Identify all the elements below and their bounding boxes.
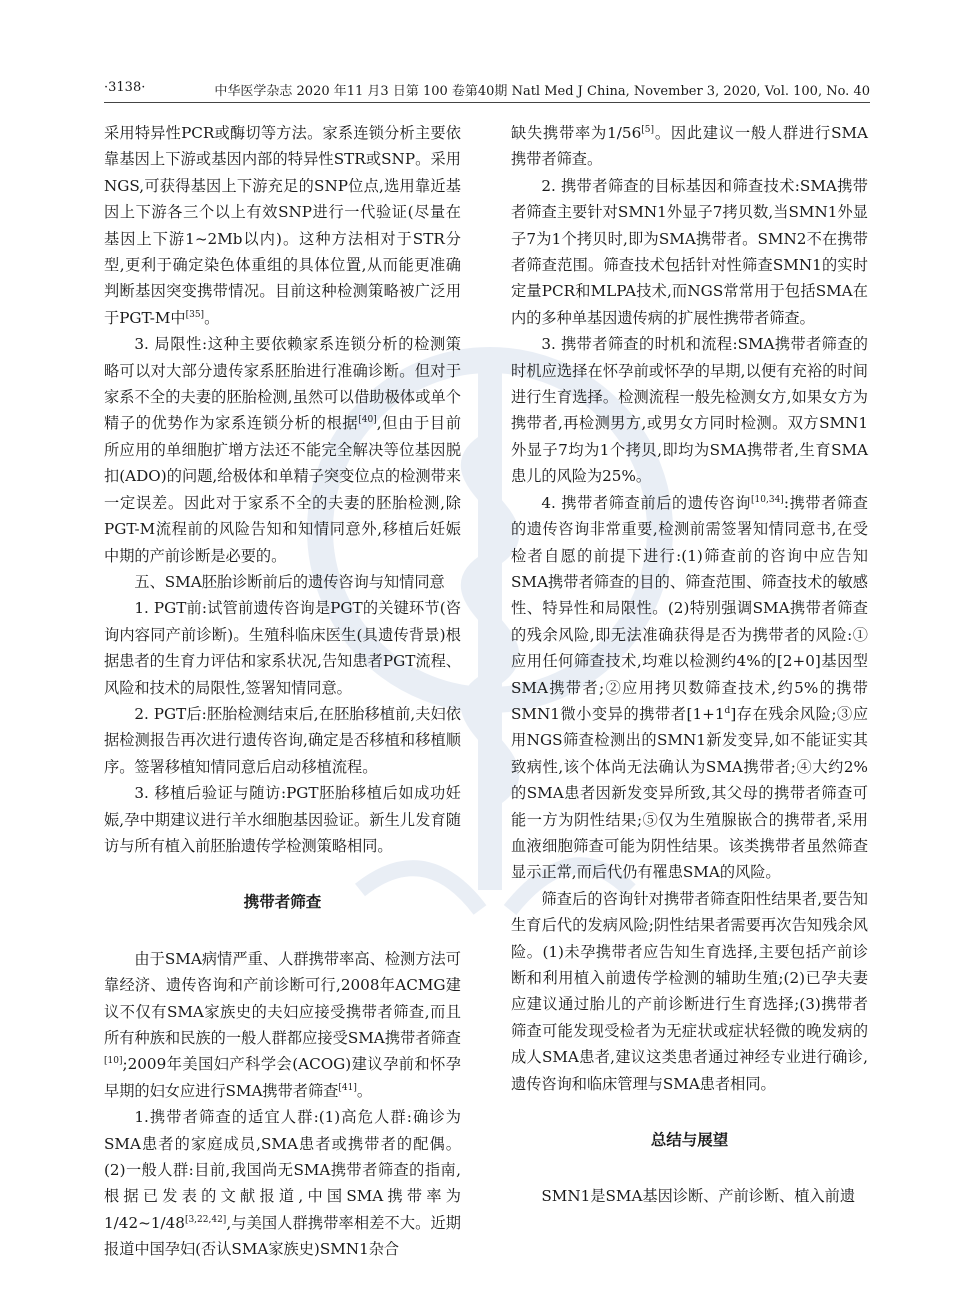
- paragraph: 2. PGT后:胚胎检测结束后,在胚胎移植前,夫妇依据检测报告再次进行遗传咨询,确定是否移植和移植顺序。签署移植知情同意后启动移植流程。: [104, 704, 461, 776]
- citation: [5]: [641, 125, 654, 135]
- paragraph: 筛查后的咨询针对携带者筛查阳性结果者,要告知生育后代的发病风险;阴性结果者需要再次告知残余风险。(1)未孕携带者应告知生育选择,主要包括产前诊断和利用植入前遗传学检测的辅助生殖;(2)已孕夫妻应建议通过胎儿的产前诊断进行生育选择;(3)携带者筛查可能发现受检者为无症状或症状轻微的晚发病的成人SMA患者,建议这类患者通过神经专业进行确诊,遗传咨询和临床管理与SMA患者相同。: [511, 889, 868, 1093]
- section-heading: 总结与展望: [650, 1131, 729, 1150]
- citation: [41]: [338, 1082, 357, 1093]
- section-subtitle: 五、SMA胚胎诊断前后的遗传咨询与知情同意: [134, 572, 445, 591]
- paragraph: 3. 移植后验证与随访:PGT胚胎移植后如成功妊娠,孕中期建议进行羊水细胞基因验证。新生儿发育随访与所有植入前胚胎遗传学检测策略相同。: [104, 784, 461, 855]
- paragraph: SMN1是SMA基因诊断、产前诊断、植入前遗: [541, 1187, 856, 1206]
- paragraph: 缺失携带率为1/56[5]。因此建议一般人群进行SMA携带者筛查。: [511, 124, 868, 169]
- citation: [3,22,42]: [184, 1214, 227, 1225]
- citation: [10]: [104, 1056, 123, 1067]
- left-column: [104, 120, 461, 1263]
- page-number: ·3138·: [104, 80, 146, 95]
- citation: [40]: [358, 415, 377, 426]
- paragraph: 3. 携带者筛查的时机和流程:SMA携带者筛查的时机应选择在怀孕前或怀孕的早期,以便有充裕的时间进行生育选择。检测流程一般先检测女方,如果女方为携带者,再检测男方,或男女方同时检测。双方SMN1外显子7均为1个拷贝,即均为SMA携带者,生育SMA患儿的风险为25%。: [511, 335, 868, 486]
- running-header: [104, 80, 870, 103]
- paragraph: 1.携带者筛查的适宜人群:(1)高危人群:确诊为SMA患者的家庭成员,SMA患者或携带者的配偶。(2)一般人群:目前,我国尚无SMA携带者筛查的指南,根据已发表的文献报道,中国SMA携带率为1/42~1/48[3,22,42],与美国人群携带率相差不大。近期报道中国孕妇(否认SMA家族史)SMN1杂合: [104, 1108, 461, 1259]
- paragraph: 采用特异性PCR或酶切等方法。家系连锁分析主要依靠基因上下游或基因内部的特异性STR或SNP。采用NGS,可获得基因上下游充足的SNP位点,选用靠近基因上下游各三个以上有效SNP进行一代验证(尽量在基因上下游1~2Mb以内)。这种方法相对于STR分型,更利于确定染色体重组的具体位置,从而能更准确判断基因突变携带情况。目前这种检测策略被广泛用于PGT-M中[35]。: [104, 124, 461, 327]
- citation: [10,34]: [751, 494, 784, 505]
- paragraph: 1. PGT前:试管前遗传咨询是PGT的关键环节(咨询内容同产前诊断)。生殖科临床医生(具遗传背景)根据患者的生育力评估和家系状况,告知患者PGT流程、风险和技术的局限性,签署知情同意。: [104, 599, 461, 697]
- paragraph: 由于SMA病情严重、人群携带率高、检测方法可靠经济、遗传咨询和产前诊断可行,2008年ACMG建议不仅有SMA家族史的夫妇应接受携带者筛查,而且所有种族和民族的一般人群都应接受SMA携带者筛查[10];2009年美国妇产科学会(ACOG)建议孕前和怀孕早期的妇女应进行SMA携带者筛查[41]。: [104, 949, 461, 1100]
- section-heading: 携带者筛查: [243, 893, 322, 912]
- journal-citation: 中华医学杂志 2020 年11 月3 日第 100 卷第40期 Natl Med J China, November 3, 2020, Vol. 100, No. 40: [214, 84, 870, 99]
- right-column: [511, 120, 868, 1210]
- citation: [35]: [185, 309, 205, 320]
- paragraph: 4. 携带者筛查前后的遗传咨询[10,34]:携带者筛查的遗传咨询非常重要,检测前需签署知情同意书,在受检者自愿的前提下进行:(1)筛查前的咨询中应告知SMA携带者筛查的目的、筛查范围、筛查技术的敏感性、特异性和局限性。(2)特别强调SMA携带者筛查的残余风险,即无法准确获得是否为携带者的风险:① 应用任何筛查技术,均难以检测约4%的[2+0]基因型SMA携带者;②应用拷贝数筛查技术,约5%的携带SMN1微小变异的携带者$[1+1^d]$存在残余风险;③应用NGS筛查检测出的SMN1新发变异,如不能证实其致病性,该个体尚无法确认为SMA携带者;④大约2%的SMA患者因新发变异所致,其父母的携带者筛查可能一方为阴性结果;⑤仅为生殖腺嵌合的携带者,采用血液细胞筛查可能为阴性结果。该类携带者虽然筛查显示正常,而后代仍有罹患SMA的风险。: [511, 493, 869, 882]
- paragraph: 3. 局限性:这种主要依赖家系连锁分析的检测策略可以对大部分遗传家系胚胎进行准确诊断。但对于家系不全的夫妻的胚胎检测,虽然可以借助极体或单个精子的优势作为家系连锁分析的根据[40],但由于目前所应用的单细胞扩增方法还不能完全解决等位基因脱扣(ADO)的问题,给极体和单精子突变位点的检测带来一定误差。因此对于家系不全的夫妻的胚胎检测,除PGT-M流程前的风险告知和知情同意外,移植后妊娠中期的产前诊断是必要的。: [104, 335, 462, 565]
- superscript: d: [724, 705, 731, 716]
- paragraph: 2. 携带者筛查的目标基因和筛查技术:SMA携带者筛查主要针对SMN1外显子7拷贝数,当SMN1外显子7为1个拷贝时,即为SMA携带者。SMN2不在携带者筛查范围。筛查技术包括针对性筛查SMN1的实时定量PCR和MLPA技术,而NGS常常用于包括SMA在内的多种单基因遗传病的扩展性携带者筛查。: [511, 176, 868, 327]
